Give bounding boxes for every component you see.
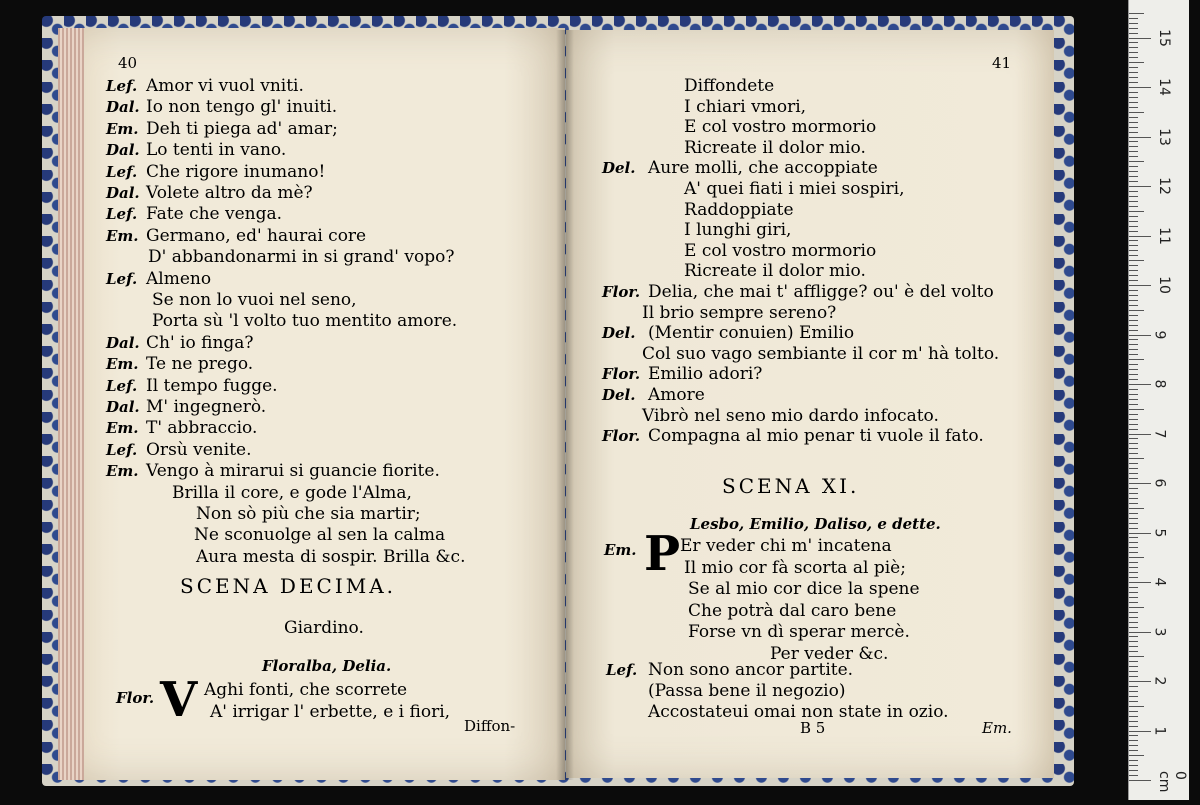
ruler-tick: [1129, 335, 1151, 336]
dialogue-line: T' abbraccio.: [146, 418, 258, 439]
ruler-label: 11: [1155, 226, 1172, 245]
ruler-tick: [1129, 87, 1151, 88]
ruler-tick: [1129, 344, 1138, 345]
speaker-label: Flor.: [602, 283, 641, 301]
ruler-tick: [1129, 166, 1138, 167]
ruler-tick: [1129, 404, 1138, 405]
page-edge: [58, 28, 84, 780]
ruler-tick: [1129, 295, 1138, 296]
ruler-tick: [1129, 290, 1138, 291]
ruler-tick: [1129, 468, 1138, 469]
ruler-tick: [1129, 354, 1138, 355]
ruler-tick: [1129, 651, 1138, 652]
speaker-label: Del.: [602, 386, 636, 404]
ruler-tick: [1129, 379, 1138, 380]
drop-cap-right: P: [644, 526, 681, 582]
ruler-tick: [1129, 364, 1138, 365]
dialogue-line: Delia, che mai t' affligge? ou' è del volto: [648, 282, 994, 302]
ruler-tick: [1129, 231, 1138, 232]
ruler-tick: [1129, 216, 1138, 217]
ruler-tick: [1129, 716, 1138, 717]
speaker-label: Em.: [106, 419, 139, 438]
page-number-left: 40: [118, 54, 138, 72]
ruler-tick: [1129, 245, 1138, 246]
ruler-tick: [1129, 265, 1138, 266]
ruler-tick: [1129, 389, 1138, 390]
ruler-tick: [1129, 681, 1151, 682]
speaker-label: Em.: [604, 541, 637, 559]
ruler-tick: [1129, 488, 1138, 489]
ruler-tick: [1129, 706, 1144, 707]
ruler-tick: [1129, 102, 1138, 103]
ruler-tick: [1129, 666, 1138, 667]
ruler-tick: [1129, 47, 1138, 48]
dialogue-line: Il brio sempre sereno?: [642, 302, 837, 323]
dialogue-line: Amore: [648, 385, 705, 405]
ruler-label: 5: [1151, 528, 1168, 537]
ruler-tick: [1129, 52, 1138, 53]
ruler-tick: [1129, 577, 1138, 578]
speaker-label: Lef.: [106, 205, 138, 224]
ruler-tick: [1129, 597, 1138, 598]
speaker-label: Lef.: [106, 77, 138, 95]
dialogue-line: E col vostro mormorio: [684, 240, 877, 261]
ruler-tick: [1129, 572, 1138, 573]
ruler-tick: [1129, 374, 1138, 375]
dialogue-line: Lo tenti in vano.: [146, 140, 287, 161]
ruler-tick: [1129, 275, 1138, 276]
ruler-label: 10: [1155, 276, 1172, 294]
ruler-tick: [1129, 592, 1138, 593]
ruler-tick: [1129, 636, 1138, 637]
ruler-tick: [1129, 765, 1138, 766]
ruler-tick: [1129, 701, 1138, 702]
verse-line: Per veder &c.: [770, 643, 889, 664]
scene-setting: Giardino.: [284, 618, 364, 638]
ruler-tick: [1129, 686, 1138, 687]
dialogue-line: Vibrò nel seno mio dardo infocato.: [642, 405, 939, 426]
ruler-tick: [1129, 161, 1144, 162]
ruler-tick: [1129, 255, 1138, 256]
ruler-tick: [1129, 617, 1138, 618]
ruler-tick: [1129, 18, 1138, 19]
page-number-right: 41: [992, 54, 1012, 72]
catchword-left: Diffon-: [464, 717, 516, 735]
ruler-tick: [1129, 770, 1138, 771]
ruler-tick: [1129, 557, 1144, 558]
dialogue-line: Compagna al mio penar ti vuole il fato.: [648, 426, 984, 447]
ruler-label: 1: [1151, 726, 1168, 735]
ruler-tick: [1129, 745, 1138, 746]
dialogue-line: I lunghi giri,: [684, 220, 792, 241]
ruler-tick: [1129, 127, 1138, 128]
verse-line: Er veder chi m' incatena: [680, 536, 892, 556]
ruler-tick: [1129, 726, 1138, 727]
ruler-tick: [1129, 735, 1138, 736]
dialogue-line: I chiari vmori,: [684, 96, 807, 117]
ruler-tick: [1129, 523, 1138, 524]
ruler-tick: [1129, 77, 1138, 78]
ruler-tick: [1129, 419, 1138, 420]
ruler-tick: [1129, 117, 1138, 118]
ruler-tick: [1129, 641, 1138, 642]
catchword-right: Em.: [982, 719, 1012, 737]
ruler-label: 7: [1151, 429, 1168, 438]
dialogue-line: (Passa bene il negozio): [648, 681, 846, 701]
dialogue-line: Accostateui omai non state in ozio.: [648, 702, 949, 722]
ruler-tick: [1129, 587, 1138, 588]
ruler-tick: [1129, 399, 1138, 400]
speaker-label: Em.: [106, 462, 139, 481]
dialogue-line: Almeno: [146, 268, 212, 289]
scene-characters-left: Floralba, Delia.: [262, 657, 392, 675]
ruler-tick: [1129, 414, 1138, 415]
ruler-tick: [1129, 740, 1138, 741]
ruler-tick: [1129, 612, 1138, 613]
signature-mark: B 5: [800, 719, 826, 737]
dialogue-line: M' ingegnerò.: [146, 397, 267, 417]
ruler-tick: [1129, 775, 1138, 776]
ruler-tick: [1129, 671, 1138, 672]
speaker-label: Dal.: [106, 398, 140, 416]
ruler-tick: [1129, 141, 1138, 142]
ruler-tick: [1129, 315, 1138, 316]
ruler-tick: [1129, 186, 1151, 187]
ruler-tick: [1129, 132, 1138, 133]
dialogue-line: Non sò più che sia martir;: [196, 504, 421, 524]
scene-title-right: SCENA XI.: [722, 474, 860, 498]
speaker-label: Dal.: [106, 184, 140, 202]
speaker-label: Em.: [106, 119, 139, 138]
ruler-tick: [1129, 498, 1138, 499]
dialogue-line: Germano, ed' haurai core: [146, 225, 367, 246]
ruler-tick: [1129, 622, 1138, 623]
ruler-tick: [1129, 552, 1138, 553]
ruler-label: 0 cm: [1156, 771, 1188, 793]
ruler-tick: [1129, 394, 1138, 395]
verse-line: A' irrigar l' erbette, e i fiori,: [210, 702, 451, 722]
ruler-tick: [1129, 384, 1151, 385]
ruler-label: 9: [1151, 330, 1168, 339]
verse-line: Il mio cor fà scorta al piè;: [684, 557, 906, 578]
ruler-tick: [1129, 191, 1138, 192]
ruler-label: 14: [1155, 78, 1172, 96]
ruler-tick: [1129, 443, 1138, 444]
ruler-label: 12: [1155, 177, 1172, 195]
dialogue-line: Deh ti piega ad' amar;: [146, 118, 338, 139]
speaker-label: Lef.: [106, 269, 138, 288]
ruler-tick: [1129, 518, 1138, 519]
dialogue-line: Porta sù 'l volto tuo mentito amore.: [152, 311, 458, 332]
speaker-label: Dal.: [106, 333, 140, 352]
dialogue-line: Orsù venite.: [146, 439, 252, 460]
ruler-tick: [1129, 236, 1151, 237]
ruler-tick: [1129, 434, 1151, 435]
dialogue-line: Col suo vago sembiante il cor m' hà tolto.: [642, 343, 1000, 364]
ruler-tick: [1129, 156, 1138, 157]
ruler-tick: [1129, 750, 1138, 751]
dialogue-line: Raddoppiate: [684, 199, 794, 220]
ruler-tick: [1129, 533, 1151, 534]
dialogue-line: Ricreate il dolor mio.: [684, 261, 866, 282]
ruler-tick: [1129, 542, 1138, 543]
speaker-label: Em.: [106, 355, 139, 374]
dialogue-line: Se non lo vuoi nel seno,: [152, 290, 357, 310]
ruler-tick: [1129, 151, 1138, 152]
dialogue-line: A' quei fiati i miei sospiri,: [684, 179, 905, 199]
ruler-tick: [1129, 325, 1138, 326]
ruler-tick: [1129, 28, 1138, 29]
measuring-ruler: [1128, 0, 1189, 800]
speaker-label: Dal.: [106, 98, 140, 117]
ruler-label: 2: [1151, 676, 1168, 686]
ruler-tick: [1129, 731, 1151, 732]
dialogue-line: Aure molli, che accoppiate: [648, 158, 878, 179]
ruler-tick: [1129, 240, 1138, 241]
ruler-tick: [1129, 221, 1138, 222]
ruler-tick: [1129, 508, 1144, 509]
speaker-label: Flor.: [116, 689, 155, 707]
ruler-tick: [1129, 112, 1144, 113]
ruler-tick: [1129, 755, 1144, 756]
dialogue-line: Non sono ancor partite.: [648, 660, 854, 680]
ruler-label: 15: [1155, 28, 1172, 47]
ruler-tick: [1129, 181, 1138, 182]
ruler-tick: [1129, 661, 1138, 662]
ruler-tick: [1129, 176, 1138, 177]
ruler-tick: [1129, 122, 1138, 123]
dialogue-line: Ricreate il dolor mio.: [684, 137, 866, 158]
dialogue-line: Brilla il core, e gode l'Alma,: [172, 482, 412, 503]
ruler-tick: [1129, 92, 1138, 93]
ruler-tick: [1129, 320, 1138, 321]
ruler-tick: [1129, 67, 1138, 68]
ruler-tick: [1129, 513, 1138, 514]
ruler-tick: [1129, 359, 1144, 360]
ruler-tick: [1129, 23, 1138, 24]
speaker-label: Flor.: [602, 365, 641, 384]
ruler-tick: [1129, 330, 1138, 331]
dialogue-line: Emilio adori?: [648, 364, 763, 385]
ruler-tick: [1129, 107, 1138, 108]
ruler-tick: [1129, 226, 1138, 227]
ruler-tick: [1129, 602, 1138, 603]
ruler-tick: [1129, 493, 1138, 494]
speaker-label: Lef.: [606, 661, 638, 679]
ruler-tick: [1129, 260, 1144, 261]
scene-characters-right: Lesbo, Emilio, Daliso, e dette.: [690, 515, 941, 533]
ruler-label: 6: [1151, 478, 1168, 488]
ruler-tick: [1129, 339, 1138, 340]
ruler-tick: [1129, 429, 1138, 430]
ruler-label: 4: [1151, 577, 1168, 587]
speaker-label: Lef.: [106, 440, 138, 459]
speaker-label: Del.: [602, 159, 636, 178]
ruler-tick: [1129, 780, 1151, 781]
book-gutter: [556, 30, 574, 780]
scene-title-left: SCENA DECIMA.: [180, 574, 397, 598]
ruler-tick: [1129, 206, 1138, 207]
ruler-tick: [1129, 409, 1144, 410]
ruler-tick: [1129, 201, 1138, 202]
ruler-tick: [1129, 97, 1138, 98]
ruler-tick: [1129, 349, 1138, 350]
ruler-tick: [1129, 82, 1138, 83]
dialogue-line: Volete altro da mè?: [146, 183, 313, 203]
dialogue-line: (Mentir conuien) Emilio: [648, 323, 855, 344]
ruler-tick: [1129, 567, 1138, 568]
ruler-tick: [1129, 171, 1138, 172]
dialogue-line: Aura mesta di sospir. Brilla &c.: [196, 546, 466, 567]
ruler-tick: [1129, 478, 1138, 479]
ruler-tick: [1129, 458, 1144, 459]
ruler-label: 3: [1151, 627, 1168, 636]
ruler-tick: [1129, 632, 1151, 633]
ruler-tick: [1129, 448, 1138, 449]
ruler-tick: [1129, 691, 1138, 692]
ruler-tick: [1129, 196, 1138, 197]
ruler-tick: [1129, 721, 1138, 722]
dialogue-line: Te ne prego.: [146, 354, 254, 375]
ruler-tick: [1129, 38, 1151, 39]
ruler-tick: [1129, 438, 1138, 439]
dialogue-line: Amor vi vuol vniti.: [146, 76, 304, 96]
dialogue-line: Il tempo fugge.: [146, 375, 278, 396]
verse-line: Che potrà dal caro bene: [688, 600, 897, 621]
speaker-label: Dal.: [106, 141, 140, 160]
dialogue-line: Io non tengo gl' inuiti.: [146, 97, 338, 118]
verse-line: Forse vn dì sperar mercè.: [688, 622, 910, 642]
dialogue-line: Fate che venga.: [146, 204, 283, 225]
ruler-tick: [1129, 696, 1138, 697]
ruler-tick: [1129, 760, 1138, 761]
ruler-tick: [1129, 285, 1151, 286]
ruler-tick: [1129, 250, 1138, 251]
speaker-label: Lef.: [106, 376, 138, 395]
ruler-tick: [1129, 537, 1138, 538]
ruler-tick: [1129, 305, 1138, 306]
speaker-label: Lef.: [106, 162, 138, 181]
dialogue-line: Ne sconuolge al sen la calma: [194, 525, 446, 546]
ruler-tick: [1129, 33, 1138, 34]
ruler-tick: [1129, 562, 1138, 563]
dialogue-line: Vengo à mirarui si guancie fiorite.: [146, 461, 440, 482]
ruler-tick: [1129, 137, 1151, 138]
ruler-tick: [1129, 528, 1138, 529]
ruler-tick: [1129, 211, 1144, 212]
ruler-label: 8: [1151, 379, 1168, 389]
ruler-tick: [1129, 676, 1138, 677]
ruler-tick: [1129, 656, 1144, 657]
ruler-tick: [1129, 473, 1138, 474]
dialogue-line: E col vostro mormorio: [684, 117, 877, 138]
speaker-label: Flor.: [602, 427, 641, 446]
ruler-tick: [1129, 280, 1138, 281]
ruler-tick: [1129, 42, 1138, 43]
ruler-tick: [1129, 369, 1138, 370]
ruler-label: 13: [1155, 127, 1172, 146]
ruler-tick: [1129, 582, 1151, 583]
ruler-tick: [1129, 627, 1138, 628]
ruler-tick: [1129, 453, 1138, 454]
verse-line: Se al mio cor dice la spene: [688, 579, 920, 599]
ruler-tick: [1129, 547, 1138, 548]
verse-line: Aghi fonti, che scorrete: [204, 680, 408, 700]
speaker-label: Em.: [106, 226, 139, 245]
ruler-tick: [1129, 607, 1144, 608]
ruler-tick: [1129, 270, 1138, 271]
ruler-tick: [1129, 463, 1138, 464]
ruler-tick: [1129, 310, 1144, 311]
dialogue-line: Che rigore inumano!: [146, 161, 326, 182]
ruler-tick: [1129, 146, 1138, 147]
speaker-label: Del.: [602, 324, 636, 343]
ruler-tick: [1129, 72, 1138, 73]
ruler-tick: [1129, 711, 1138, 712]
ruler-tick: [1129, 300, 1138, 301]
ruler-tick: [1129, 13, 1144, 14]
ruler-tick: [1129, 424, 1138, 425]
ruler-tick: [1129, 646, 1138, 647]
ruler-tick: [1129, 57, 1138, 58]
dialogue-line: Ch' io finga?: [146, 332, 254, 353]
dialogue-line: D' abbandonarmi in si grand' vopo?: [148, 247, 455, 268]
ruler-tick: [1129, 483, 1151, 484]
drop-cap-left: V: [160, 672, 198, 728]
ruler-tick: [1129, 62, 1144, 63]
ruler-tick: [1129, 503, 1138, 504]
dialogue-line: Diffondete: [684, 76, 775, 96]
